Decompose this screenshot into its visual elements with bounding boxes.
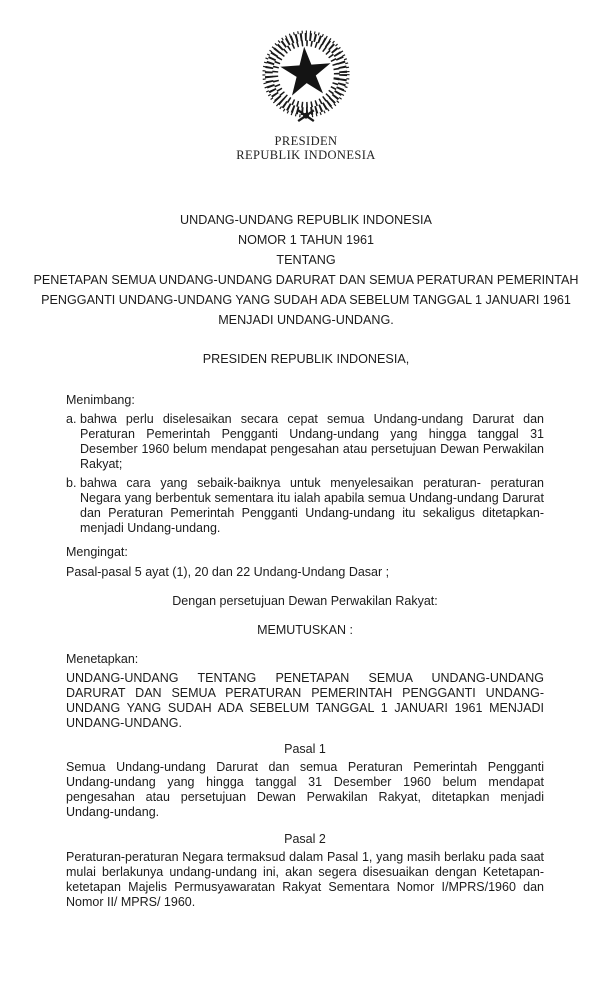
remembering-text: Pasal-pasal 5 ayat (1), 20 dan 22 Undang-Undang Dasar ; [66, 565, 390, 579]
agreement-line: Dengan persetujuan Dewan Perwakilan Rakyat: [172, 594, 438, 608]
presidential-star-wreath-emblem-icon [252, 111, 360, 128]
considering-label: Menimbang: [66, 393, 135, 407]
title-line-3: TENTANG [276, 253, 336, 267]
title-line-4: PENETAPAN SEMUA UNDANG-UNDANG DARURAT DAN SEMUA PERATURAN PEMERINTAH [33, 273, 579, 287]
decision-heading: MEMUTUSKAN : [257, 623, 353, 637]
enacting-label: Menetapkan: [66, 652, 139, 666]
letterhead-republik-indonesia: REPUBLIK INDONESIA [236, 148, 376, 162]
article-2-text: Peraturan-peraturan Negara termaksud dalam Pasal 1, yang masih berlaku pada saat mulai berlakunya undang-undang ini, akan segera disesuaikan dengan Ketetapan-ketetapan Majelis Permusyawaratan Rakyat Sementara Nomor I/MPRS/1960 dan Nomor II/ MPRS/ 1960. [66, 850, 544, 909]
considering-item-a [66, 412, 544, 472]
salutation-line: PRESIDEN REPUBLIK INDONESIA, [202, 352, 410, 366]
considering-item-b [66, 476, 544, 536]
article-2-heading: Pasal 2 [284, 832, 326, 846]
star-icon [280, 47, 330, 96]
item-marker-b: b. [66, 476, 77, 490]
title-line-6: MENJADI UNDANG-UNDANG. [218, 313, 394, 327]
letterhead [0, 0, 612, 162]
title-line-1: UNDANG-UNDANG REPUBLIK INDONESIA [180, 213, 432, 227]
title-line-2: NOMOR 1 TAHUN 1961 [237, 233, 374, 247]
article-1-heading: Pasal 1 [284, 742, 326, 756]
considering-item-a-text: bahwa perlu diselesaikan secara cepat semua Undang-undang Darurat dan Peraturan Pemerintah Pengganti Undang-undang yang hingga tanggal 31 Desember 1960 belum mendapat pengesahan atau persetujuan Dewan Perwakilan Rakyat; [80, 412, 544, 471]
article-1-text: Semua Undang-undang Darurat dan semua Peraturan Pemerintah Pengganti Undang-undang yang hingga tanggal 31 Desember 1960 belum mendapat pengesahan atau persetujuan Dewan Perwakilan Rakyat, ditetapkan menjadi Undang-undang. [66, 760, 544, 819]
considering-item-b-text: bahwa cara yang sebaik-baiknya untuk menyelesaikan peraturan- peraturan Negara yang berbentuk sementara itu ialah apabila semua Undang-undang Darurat dan Peraturan Pemerintah Pengganti Undang-undang itu sekaligus ditetapkan-menjadi Undang-undang. [80, 476, 544, 535]
item-marker-a: a. [66, 412, 77, 426]
document-title [0, 210, 612, 330]
document-body [66, 393, 544, 910]
letterhead-presiden: PRESIDEN [274, 134, 338, 148]
remembering-label: Mengingat: [66, 545, 128, 559]
title-line-5: PENGGANTI UNDANG-UNDANG YANG SUDAH ADA SEBELUM TANGGAL 1 JANUARI 1961 [41, 293, 571, 307]
enacting-text: UNDANG-UNDANG TENTANG PENETAPAN SEMUA UNDANG-UNDANG DARURAT DAN SEMUA PERATURAN PEMERINTAH PENGGANTI UNDANG-UNDANG YANG SUDAH ADA SEBELUM TANGGAL 1 JANUARI 1961 MENJADI UNDANG-UNDANG. [66, 671, 544, 730]
